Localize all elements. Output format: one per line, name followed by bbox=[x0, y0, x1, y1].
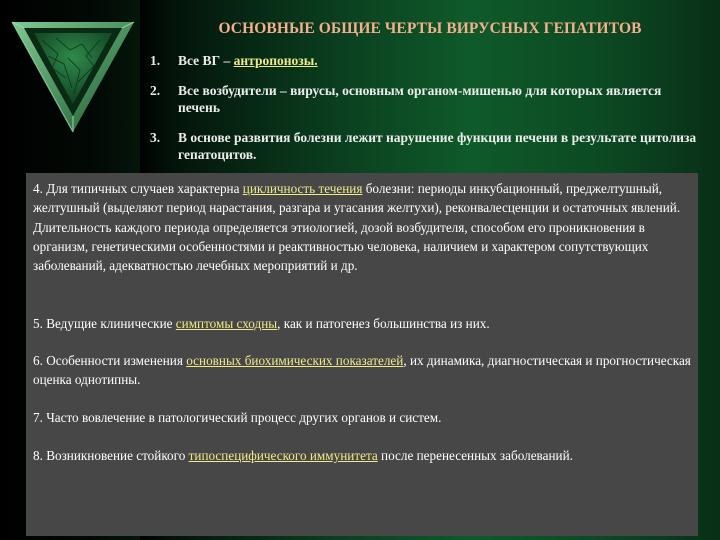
paragraph-text: 6. Особенности изменения bbox=[33, 353, 187, 368]
list-number: 1. bbox=[150, 53, 161, 68]
green-triangle-emblem-icon bbox=[8, 8, 138, 138]
slide-title: ОСНОВНЫЕ ОБЩИЕ ЧЕРТЫ ВИРУСНЫХ ГЕПАТИТОВ bbox=[218, 20, 642, 37]
paragraph-text: , их динамика, диагностическая и прогностическая оценка однотипны. bbox=[33, 353, 691, 388]
paragraph-6 bbox=[33, 351, 693, 390]
list-item bbox=[150, 82, 705, 116]
numbered-list bbox=[150, 52, 705, 176]
list-item bbox=[150, 129, 705, 163]
list-text: Все возбудители – вирусы, основным органом-мишенью для которых является печень bbox=[178, 83, 662, 115]
paragraph-7 bbox=[33, 408, 693, 427]
paragraph-8 bbox=[33, 446, 693, 465]
list-number: 3. bbox=[150, 130, 161, 145]
hyperlink-cyclicity[interactable]: цикличность течения bbox=[242, 181, 363, 196]
list-text: В основе развития болезни лежит нарушение функции печени в результате цитолиза гепатоцитов. bbox=[178, 130, 697, 162]
hyperlink-immunity[interactable]: типоспецифического иммунитета bbox=[188, 448, 378, 463]
list-item bbox=[150, 52, 705, 69]
paragraph-text: 5. Ведущие клинические bbox=[33, 316, 176, 331]
paragraph-text: 4. Для типичных случаев характерна bbox=[33, 181, 243, 196]
list-text: Все ВГ – bbox=[178, 53, 234, 68]
hyperlink-symptoms[interactable]: симптомы сходны bbox=[175, 316, 278, 331]
paragraph-text: после перенесенных заболеваний. bbox=[377, 448, 573, 463]
paragraph-text: болезни: периоды инкубационный, преджелтушный, желтушный (выделяют период нарастания, разгара и угасания желтухи), реконвалесценции и остаточных явлений. Длительность каждого периода определяется этиологией, дозой возбудителя, способом его проникновения в организм, генетическими особенностями и реактивностью человека, наличием и характером сопутствующих заболеваний, адекватностью лечебных мероприятий и др. bbox=[33, 181, 681, 274]
paragraph-text: , как и патогенез большинства из них. bbox=[277, 316, 490, 331]
paragraph-5 bbox=[33, 314, 693, 333]
hyperlink-biochemical[interactable]: основных биохимических показателей bbox=[186, 353, 404, 368]
paragraph-text: 8. Возникновение стойкого bbox=[33, 448, 189, 463]
list-number: 2. bbox=[150, 83, 161, 98]
hyperlink-antroponozy[interactable]: антропонозы. bbox=[233, 53, 318, 68]
paragraph-4 bbox=[33, 179, 693, 275]
paragraph-text: 7. Часто вовлечение в патологический процесс других органов и систем. bbox=[33, 410, 442, 425]
